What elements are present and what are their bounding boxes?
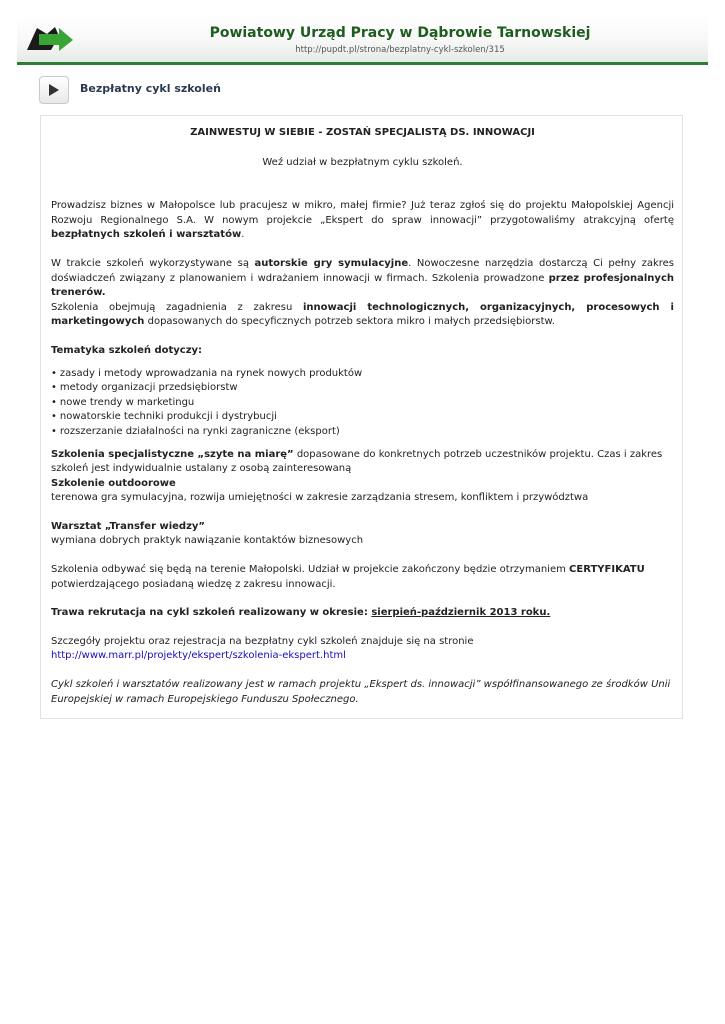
site-title: Powiatowy Urząd Pracy w Dąbrowie Tarnowskiej — [209, 25, 591, 41]
intro-text: Prowadzisz biznes w Małopolsce lub pracujesz w mikro, małej firmie? Już teraz zgłoś się do projektu Małopolskiej Agencji Rozwoju Regionalnego S.A. W nowym projekcie „Ekspert do spraw innowacji” przygotowaliśmy atrakcyjną ofertę — [51, 200, 674, 226]
games-bold-2: przez profesjonalnych trenerów. — [51, 272, 674, 299]
footer-note: Cykl szkoleń i warsztatów realizowany jest w ramach projektu „Ekspert ds. innowacji” współfinansowanego ze środków Unii Europejskiej w ramach Europejskiego Funduszu Społecznego. — [51, 679, 671, 705]
certificate-bold: CERTYFIKATU — [569, 564, 645, 576]
workshop-text: wymiana dobrych praktyk nawiązanie kontaktów biznesowych — [51, 535, 364, 547]
article-headline: ZAINWESTUJ W SIEBIE - ZOSTAŃ SPECJALISTĄ DS. INNOWACJI — [190, 127, 535, 138]
workshop-title: Warsztat „Transfer wiedzy” — [51, 520, 205, 532]
recruitment-text: Trawa rekrutacja na cykl szkoleń realizowany w okresie: — [51, 607, 372, 619]
page-header — [17, 14, 708, 65]
games-text-1: W trakcie szkoleń wykorzystywane są — [51, 257, 255, 269]
article-subheadline: Weź udział w bezpłatnym cyklu szkoleń. — [262, 156, 463, 168]
scope-text-1: Szkolenia obejmują zagadnienia z zakresu — [51, 301, 303, 313]
games-text-2: . Nowoczesne narzędzia dostarczą Ci pełny zakres doświadczeń związany z planowaniem i wdrażaniem innowacji w firmach. Szkolenia prowadzone — [51, 257, 674, 284]
specialized-bold: Szkolenia specjalistyczne „szyte na miarę” — [51, 448, 294, 460]
scope-text-2: dopasowanych do specyficznych potrzeb sektora mikro i małych przedsiębiorstw. — [144, 316, 555, 328]
list-item: • rozszerzanie działalności na rynki zagraniczne (eksport) — [51, 425, 674, 440]
intro-bold: bezpłatnych szkoleń i warsztatów — [51, 229, 242, 241]
location-text-2: potwierdzającego posiadaną wiedzę z zakresu innowacji. — [51, 578, 336, 590]
games-bold-1: autorskie gry symulacyjne — [254, 257, 409, 269]
details-link-line — [51, 649, 674, 664]
scope-paragraph — [51, 301, 674, 330]
play-arrow-icon — [49, 84, 59, 96]
location-paragraph — [51, 563, 674, 592]
topics-heading: Tematyka szkoleń dotyczy: — [51, 344, 203, 356]
scope-bold: innowacji technologicznych, organizacyjnych, procesowych i marketingowych — [51, 301, 674, 328]
list-item: • metody organizacji przedsiębiorstw — [51, 381, 674, 396]
outdoor-title: Szkolenie outdoorowe — [51, 477, 176, 489]
games-paragraph — [51, 257, 674, 301]
article-body — [51, 126, 674, 707]
specialized-text: dopasowane do konkretnych potrzeb uczestników projektu. Czas i zakres szkoleń jest indywidualnie ustalany z osobą zainteresowaną — [51, 448, 663, 475]
page-title: Bezpłatny cykl szkoleń — [80, 82, 221, 95]
intro-end: . — [241, 229, 245, 241]
location-text-1: Szkolenia odbywać się będą na terenie Małopolski. Udział w projekcie zakończony będzie otrzymaniem — [51, 564, 570, 576]
list-item: • zasady i metody wprowadzania na rynek nowych produktów — [51, 367, 674, 382]
page-url: http://pupdt.pl/strona/bezplatny-cykl-szkolen/315 — [295, 45, 505, 55]
recruitment-period: sierpień-październik 2013 roku. — [371, 607, 551, 619]
article-panel — [40, 115, 683, 719]
outdoor-text: terenowa gra symulacyjna, rozwija umiejętności w zakresie zarządzania stresem, konfliktem i przywództwa — [51, 492, 589, 504]
topics-list — [51, 367, 674, 440]
project-link[interactable]: http://www.marr.pl/projekty/ekspert/szkolenia-ekspert.html — [51, 650, 346, 662]
list-item: • nowatorskie techniki produkcji i dystrybucji — [51, 410, 674, 425]
recruitment-paragraph — [51, 606, 674, 621]
list-item: • nowe trendy w marketingu — [51, 396, 674, 411]
breadcrumb-button[interactable] — [39, 76, 69, 104]
details-text: Szczegóły projektu oraz rejestracja na bezpłatny cykl szkoleń znajduje się na stronie — [51, 635, 474, 647]
intro-paragraph — [51, 199, 674, 243]
specialized-paragraph — [51, 448, 674, 477]
